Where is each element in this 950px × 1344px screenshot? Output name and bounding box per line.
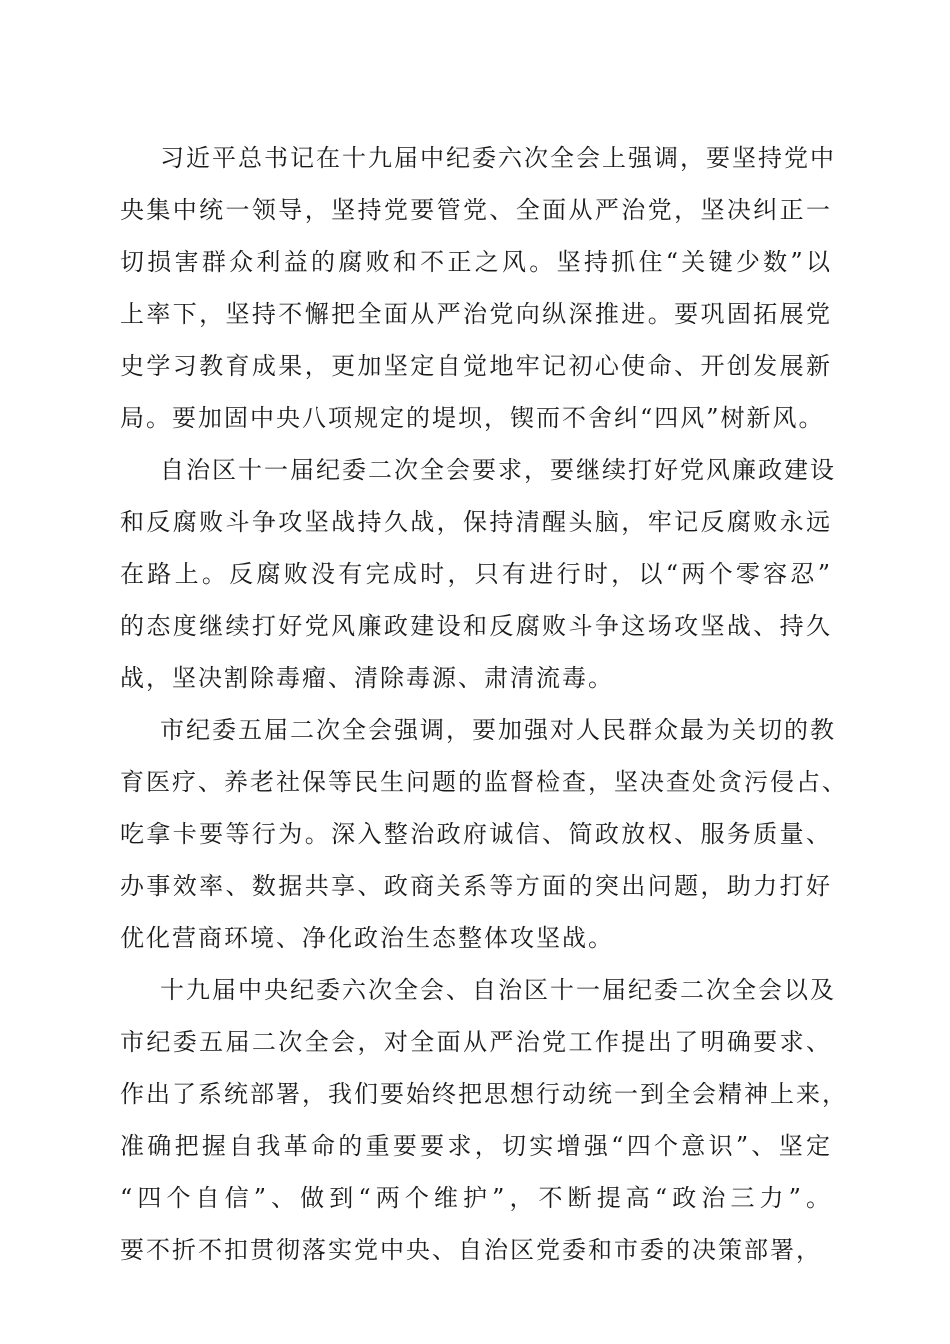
text-line: 央集中统一领导，坚持党要管党、全面从严治党，坚决纠正一: [120, 196, 832, 224]
text-line: 习近平总书记在十九届中纪委六次全会上强调，要坚持党中: [160, 144, 836, 172]
text-line: 育医疗、养老社保等民生问题的监督检查，坚决查处贪污侵占、: [120, 768, 848, 796]
text-line: 市纪委五届二次全会强调，要加强对人民群众最为关切的教: [160, 716, 836, 744]
text-line: 在路上。反腐败没有完成时，只有进行时，以“两个零容忍”: [120, 560, 832, 588]
text-line: 战，坚决割除毒瘤、清除毒源、肃清流毒。: [120, 664, 614, 692]
text-line: 优化营商环境、净化政治生态整体攻坚战。: [120, 924, 614, 952]
text-line: 切损害群众利益的腐败和不正之风。坚持抓住“关键少数”以: [120, 248, 832, 276]
text-line: 准确把握自我革命的重要要求，切实增强“四个意识”、坚定: [120, 1132, 832, 1160]
text-line: 要不折不扣贯彻落实党中央、自治区党委和市委的决策部署，: [120, 1236, 822, 1264]
text-line: 局。要加固中央八项规定的堤坝，锲而不舍纠“四风”树新风。: [120, 404, 825, 432]
text-line: 自治区十一届纪委二次全会要求，要继续打好党风廉政建设: [160, 456, 836, 484]
text-line: 的态度继续打好党风廉政建设和反腐败斗争这场攻坚战、持久: [120, 612, 832, 640]
text-line: 和反腐败斗争攻坚战持久战，保持清醒头脑，牢记反腐败永远: [120, 508, 832, 536]
text-line: 十九届中央纪委六次全会、自治区十一届纪委二次全会以及: [160, 976, 836, 1004]
text-line: “四个自信”、做到“两个维护”，不断提高“政治三力”。: [120, 1184, 832, 1212]
text-line: 市纪委五届二次全会，对全面从严治党工作提出了明确要求、: [120, 1028, 832, 1056]
text-line: 办事效率、数据共享、政商关系等方面的突出问题，助力打好: [120, 872, 832, 900]
text-line: 作出了系统部署，我们要始终把思想行动统一到全会精神上来，: [120, 1080, 848, 1108]
text-line: 吃拿卡要等行为。深入整治政府诚信、简政放权、服务质量、: [120, 820, 832, 848]
text-line: 上率下，坚持不懈把全面从严治党向纵深推进。要巩固拓展党: [120, 300, 832, 328]
text-line: 史学习教育成果，更加坚定自觉地牢记初心使命、开创发展新: [120, 352, 832, 380]
